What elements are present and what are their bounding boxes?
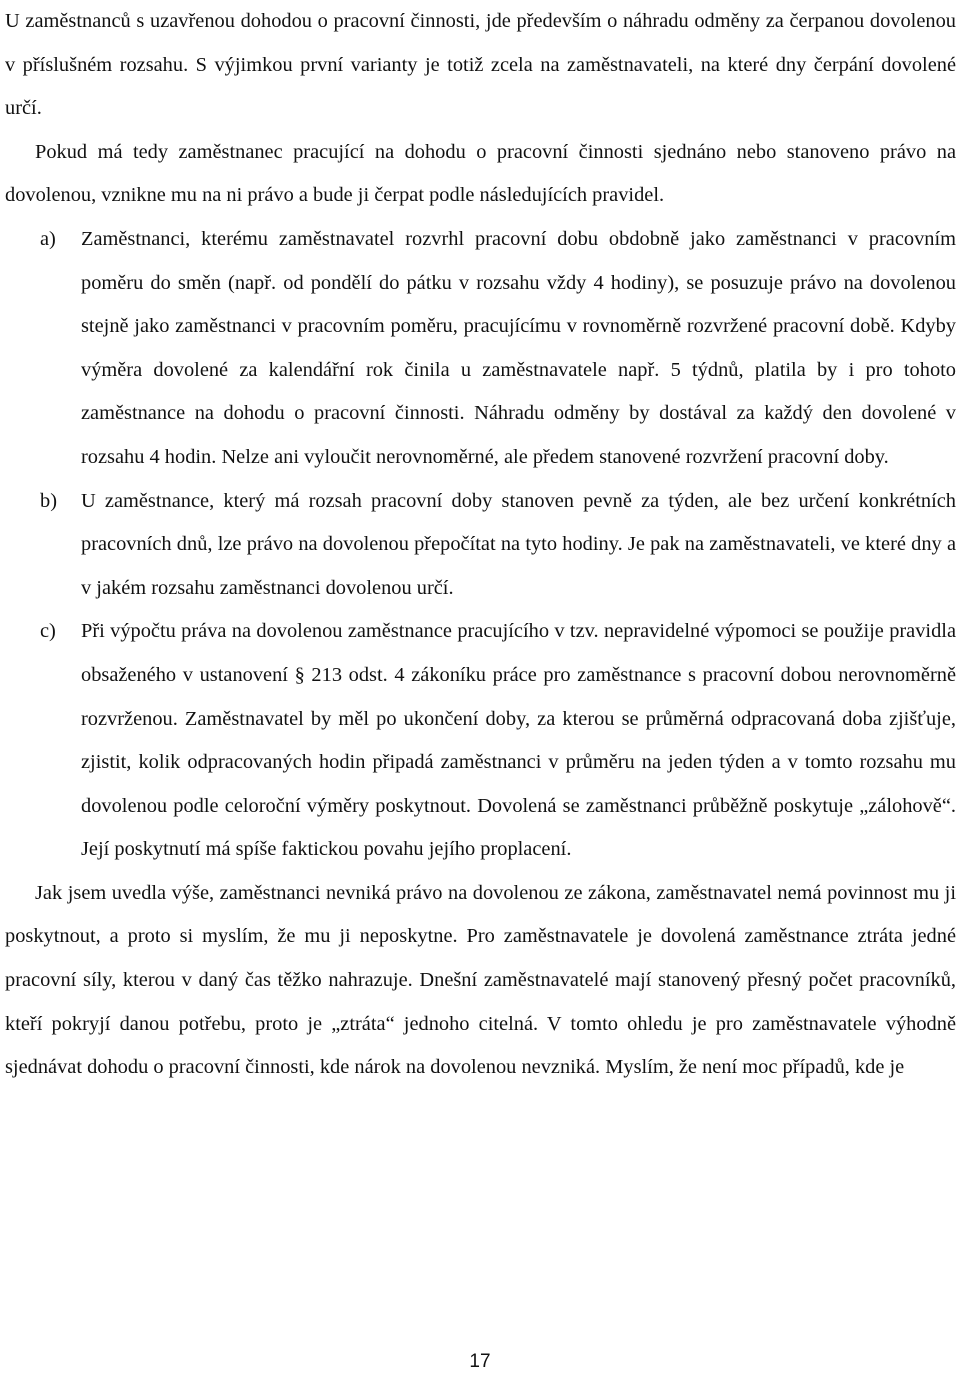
list-item <box>5 480 956 611</box>
list-item <box>5 218 956 480</box>
rules-list <box>5 218 956 872</box>
list-item <box>5 610 956 872</box>
list-marker: b) <box>40 489 57 512</box>
list-marker: a) <box>40 227 56 250</box>
paragraph-conclusion: Jak jsem uvedla výše, zaměstnanci nevniká právo na dovolenou ze zákona, zaměstnavatel nemá povinnost mu ji poskytnout, a proto si myslím, že mu ji neposkytne. Pro zaměstnavatele je dovolená zaměstnance ztráta jedné pracovní síly, kterou v daný čas těžko nahrazuje. Dnešní zaměstnavatelé mají stanovený přesný počet pracovníků, kteří pokryjí danou potřebu, proto je „ztráta“ jednoho citelná. V tomto ohledu je pro zaměstnavatele výhodně sjednávat dohodu o pracovní činnosti, kde nárok na dovolenou nevzniká. Myslím, že není moc případů, kde je <box>5 881 956 1079</box>
paragraph-intro: U zaměstnanců s uzavřenou dohodou o pracovní činnosti, jde především o náhradu odměny za čerpanou dovolenou v příslušném rozsahu. S výjimkou první varianty je totiž zcela na zaměstnavateli, na které dny čerpání dovolené určí. <box>5 10 956 120</box>
document-body <box>5 0 956 1090</box>
list-marker: c) <box>40 620 56 643</box>
list-item-text: Zaměstnanci, kterému zaměstnavatel rozvrhl pracovní dobu obdobně jako zaměstnanci v pracovním poměru do směn (např. od pondělí do pátku v rozsahu vždy 4 hodiny), se posuzuje právo na dovolenou stejně jako zaměstnanci v pracovním poměru, pracujícímu v rovnoměrně rozvržené pracovní době. Kdyby výměra dovolené za kalendářní rok činila u zaměstnavatele např. 5 týdnů, platila by i pro tohoto zaměstnance na dohodu o pracovní činnosti. Náhradu odměny by dostával za každý den dovolené v rozsahu 4 hodin. Nelze ani vyloučit nerovnoměrné, ale předem stanovené rozvržení pracovní doby. <box>81 227 956 468</box>
list-item-text: Při výpočtu práva na dovolenou zaměstnance pracujícího v tzv. nepravidelné výpomoci se použije pravidla obsaženého v ustanovení § 213 odst. 4 zákoníku práce pro zaměstnance s pracovní dobou nerovnoměrně rozvrženou. Zaměstnavatel by měl po ukončení doby, za kterou se průměrná odpracovaná doba zjišťuje, zjistit, kolik odpracovaných hodin připadá zaměstnanci v průměru na jeden týden a v tomto rozsahu mu dovolenou podle celoroční výměry poskytnout. Dovolená se zaměstnanci průběžně poskytuje „zálohově“. Její poskytnutí má spíše faktickou povahu jejího proplacení. <box>81 620 956 861</box>
list-item-text: U zaměstnance, který má rozsah pracovní doby stanoven pevně za týden, ale bez určení konkrétních pracovních dnů, lze právo na dovolenou přepočítat na tyto hodiny. Je pak na zaměstnavateli, ve které dny a v jakém rozsahu zaměstnanci dovolenou určí. <box>81 489 956 599</box>
page-number: 17 <box>469 1351 491 1372</box>
paragraph-rules-lead: Pokud má tedy zaměstnanec pracující na dohodu o pracovní činnosti sjednáno nebo stanoveno právo na dovolenou, vznikne mu na ni právo a bude ji čerpat podle následujících pravidel. <box>5 140 956 207</box>
